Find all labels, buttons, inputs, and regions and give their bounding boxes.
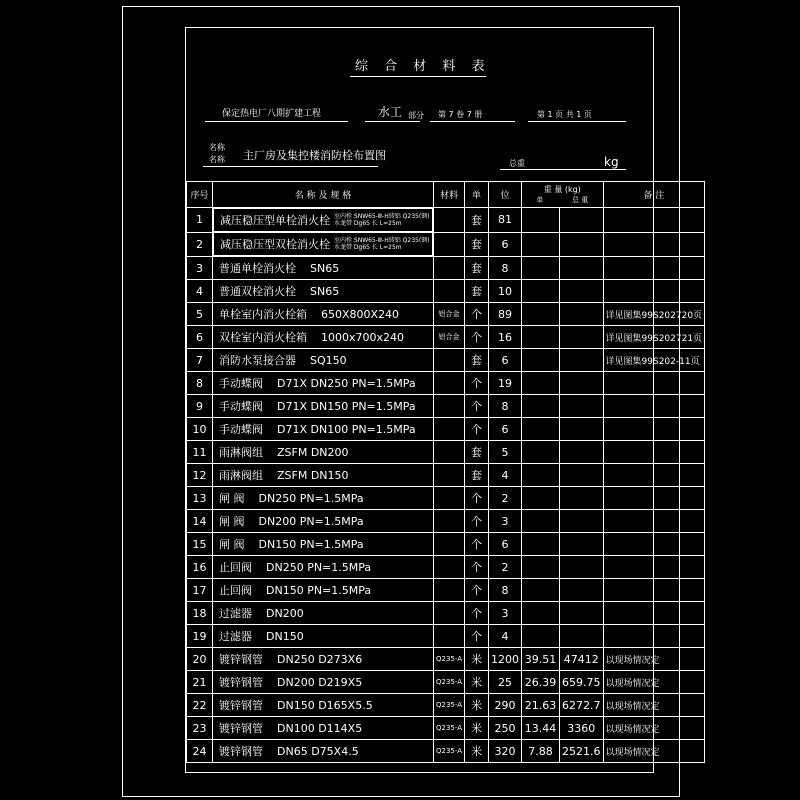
row-weight-total xyxy=(560,303,604,326)
row-weight-single xyxy=(522,303,560,326)
row-no: 20 xyxy=(187,648,213,671)
header-material: 材料 xyxy=(434,182,465,208)
row-spec-text: D71X DN250 PN=1.5MPa xyxy=(277,377,416,390)
row-weight-single xyxy=(522,602,560,625)
row-weight-single xyxy=(522,556,560,579)
row-spec xyxy=(213,418,434,441)
row-weight-total xyxy=(560,556,604,579)
row-remarks xyxy=(603,257,705,280)
row-spec xyxy=(213,717,434,740)
row-remarks: 详见图集99S202-11页 xyxy=(603,349,705,372)
row-qty: 6 xyxy=(489,232,522,257)
row-name: 镀锌钢管 xyxy=(219,676,263,689)
row-remarks xyxy=(603,625,705,648)
row-remarks: 以现场情况定 xyxy=(603,694,705,717)
row-weight-total xyxy=(560,441,604,464)
table-row xyxy=(187,602,705,625)
part-label: 部分 xyxy=(408,111,424,120)
row-weight-total: 6272.7 xyxy=(560,694,604,717)
drawing-name: 主厂房及集控楼消防栓布置图 xyxy=(243,149,386,162)
row-remarks xyxy=(603,280,705,303)
row-no: 10 xyxy=(187,418,213,441)
row-weight-total xyxy=(560,487,604,510)
row-unit: 个 xyxy=(465,303,489,326)
row-spec-text: DN150 xyxy=(266,630,304,643)
row-spec-text: DN150 PN=1.5MPa xyxy=(258,538,364,551)
row-spec-text: SN65 xyxy=(310,285,340,298)
row-material xyxy=(434,280,465,303)
row-weight-total: 2521.6 xyxy=(560,740,604,763)
row-material xyxy=(434,232,465,257)
header-remarks: 备 注 xyxy=(603,182,705,208)
table-row xyxy=(187,556,705,579)
row-unit: 米 xyxy=(465,717,489,740)
row-name: 单栓室内消火栓箱 xyxy=(219,308,307,321)
row-remarks xyxy=(603,487,705,510)
table-row xyxy=(187,671,705,694)
header-no: 序号 xyxy=(187,182,213,208)
row-remarks xyxy=(603,556,705,579)
row-remarks: 详见图集99S202721页 xyxy=(603,326,705,349)
row-spec-text: SN65 xyxy=(310,262,340,275)
row-unit: 米 xyxy=(465,648,489,671)
row-weight-total xyxy=(560,395,604,418)
row-qty: 290 xyxy=(489,694,522,717)
row-no: 9 xyxy=(187,395,213,418)
row-weight-single xyxy=(522,579,560,602)
row-material xyxy=(434,257,465,280)
row-spec-text: DN250 D273X6 xyxy=(277,653,363,666)
row-weight-single: 26.39 xyxy=(522,671,560,694)
header-row xyxy=(187,182,705,208)
row-name: 双栓室内消火栓箱 xyxy=(219,331,307,344)
table-row xyxy=(187,395,705,418)
row-weight-total xyxy=(560,625,604,648)
row-material: Q235-A xyxy=(434,671,465,694)
table-row xyxy=(187,487,705,510)
row-weight-single xyxy=(522,349,560,372)
row-spec xyxy=(213,602,434,625)
row-no: 6 xyxy=(187,326,213,349)
row-qty: 8 xyxy=(489,579,522,602)
row-qty: 25 xyxy=(489,671,522,694)
project-name: 保定热电厂八期扩建工程 xyxy=(222,109,322,119)
row-unit: 米 xyxy=(465,694,489,717)
row-spec-text: 1000x700x240 xyxy=(321,331,405,344)
row-name: 镀锌钢管 xyxy=(219,653,263,666)
row-qty: 8 xyxy=(489,395,522,418)
row-weight-single: 7.88 xyxy=(522,740,560,763)
row-unit: 个 xyxy=(465,418,489,441)
row-no: 2 xyxy=(187,232,213,257)
row-spec xyxy=(213,556,434,579)
header-unit: 单 xyxy=(465,182,489,208)
row-unit: 个 xyxy=(465,372,489,395)
row-spec xyxy=(213,671,434,694)
row-unit: 套 xyxy=(465,349,489,372)
row-name: 闸 阀 xyxy=(219,492,245,505)
row-weight-single xyxy=(522,208,560,233)
row-spec-text: SQ150 xyxy=(310,354,347,367)
row-spec-text: DN200 PN=1.5MPa xyxy=(258,515,364,528)
row-remarks xyxy=(603,232,705,257)
row-no: 24 xyxy=(187,740,213,763)
row-unit: 个 xyxy=(465,579,489,602)
row-name: 普通双栓消火栓 xyxy=(219,285,296,298)
row-material xyxy=(434,556,465,579)
row-material: 铝合金 xyxy=(434,326,465,349)
volume: 第 7 卷 7 册 xyxy=(438,110,483,119)
row-weight-single xyxy=(522,232,560,257)
row-weight-single xyxy=(522,464,560,487)
row-name: 闸 阀 xyxy=(219,538,245,551)
table-row xyxy=(187,648,705,671)
row-spec xyxy=(213,533,434,556)
row-material xyxy=(434,602,465,625)
table-row xyxy=(187,280,705,303)
title-underline xyxy=(350,76,486,77)
row-spec-text: DN250 PN=1.5MPa xyxy=(258,492,364,505)
table-row xyxy=(187,349,705,372)
row-spec-text: DN100 D114X5 xyxy=(277,722,363,735)
row-weight-total xyxy=(560,510,604,533)
row-unit: 个 xyxy=(465,395,489,418)
row-qty: 89 xyxy=(489,303,522,326)
row-spec-text: DN200 D219X5 xyxy=(277,676,363,689)
row-remarks xyxy=(603,533,705,556)
row-weight-total xyxy=(560,372,604,395)
table-row xyxy=(187,441,705,464)
row-material: Q235-A xyxy=(434,740,465,763)
row-name: 镀锌钢管 xyxy=(219,745,263,758)
row-name: 雨淋阀组 xyxy=(219,446,263,459)
row-unit: 个 xyxy=(465,602,489,625)
row-weight-total xyxy=(560,579,604,602)
row-weight-total xyxy=(560,280,604,303)
row-remarks xyxy=(603,208,705,233)
row-qty: 2 xyxy=(489,487,522,510)
row-spec xyxy=(213,487,434,510)
row-qty: 6 xyxy=(489,533,522,556)
table-row xyxy=(187,579,705,602)
header-weight xyxy=(522,182,604,208)
row-remarks xyxy=(603,510,705,533)
row-spec-text: DN150 PN=1.5MPa xyxy=(266,584,372,597)
row-spec-text: DN200 xyxy=(266,607,304,620)
row-weight-total: 659.75 xyxy=(560,671,604,694)
row-remarks xyxy=(603,464,705,487)
row-unit: 个 xyxy=(465,556,489,579)
row-no: 11 xyxy=(187,441,213,464)
row-qty: 1200 xyxy=(489,648,522,671)
row-spec xyxy=(213,326,434,349)
row-weight-total xyxy=(560,533,604,556)
row-spec-detail: 室内栓 SNW65-Ⅲ-H铸铝 Q235(钢) 水龙带 Dg65 长 L=25m xyxy=(334,237,430,251)
table-row xyxy=(187,625,705,648)
row-remarks xyxy=(603,395,705,418)
row-qty: 8 xyxy=(489,257,522,280)
row-material xyxy=(434,418,465,441)
table-row xyxy=(187,533,705,556)
row-spec xyxy=(213,349,434,372)
row-no: 18 xyxy=(187,602,213,625)
header-weight-subs xyxy=(522,195,603,205)
row-remarks xyxy=(603,602,705,625)
row-remarks xyxy=(603,441,705,464)
row-no: 15 xyxy=(187,533,213,556)
table-row xyxy=(187,464,705,487)
row-material xyxy=(434,395,465,418)
row-weight-single xyxy=(522,372,560,395)
row-remarks xyxy=(603,418,705,441)
row-weight-total xyxy=(560,418,604,441)
name-label: 名称 xyxy=(209,155,225,164)
row-name: 过滤器 xyxy=(219,607,252,620)
row-no: 7 xyxy=(187,349,213,372)
row-no: 5 xyxy=(187,303,213,326)
row-name: 普通单栓消火栓 xyxy=(219,262,296,275)
row-spec xyxy=(213,280,434,303)
row-weight-single xyxy=(522,533,560,556)
row-weight-single xyxy=(522,395,560,418)
page-count: 第 1 页 共 1 页 xyxy=(537,110,592,119)
row-name: 手动蝶阀 xyxy=(219,400,263,413)
row-weight-total xyxy=(560,602,604,625)
row-weight-single xyxy=(522,441,560,464)
table-row xyxy=(187,740,705,763)
table-row xyxy=(187,257,705,280)
row-weight-single xyxy=(522,510,560,533)
row-spec xyxy=(213,694,434,717)
header-spec: 名 称 及 规 格 xyxy=(213,182,434,208)
row-spec-text: ZSFM DN150 xyxy=(277,469,349,482)
row-qty: 3 xyxy=(489,510,522,533)
row-spec xyxy=(213,372,434,395)
row-no: 14 xyxy=(187,510,213,533)
row-no: 22 xyxy=(187,694,213,717)
row-qty: 3 xyxy=(489,602,522,625)
row-unit: 套 xyxy=(465,257,489,280)
row-weight-total xyxy=(560,349,604,372)
row-weight-single xyxy=(522,625,560,648)
row-qty: 81 xyxy=(489,208,522,233)
row-unit: 套 xyxy=(465,208,489,233)
row-spec-text: D71X DN100 PN=1.5MPa xyxy=(277,423,416,436)
row-material: Q235-A xyxy=(434,717,465,740)
row-remarks: 详见图集99S202720页 xyxy=(603,303,705,326)
row-name: 消防水泵接合器 xyxy=(219,354,296,367)
sheet-title: 综 合 材 料 表 xyxy=(355,59,491,74)
row-spec xyxy=(213,208,433,232)
volume-underline xyxy=(430,121,515,122)
row-material xyxy=(434,464,465,487)
header-qty: 位 xyxy=(489,182,522,208)
row-material: Q235-A xyxy=(434,648,465,671)
row-unit: 套 xyxy=(465,232,489,257)
row-spec xyxy=(213,510,434,533)
row-spec-text: 650X800X240 xyxy=(321,308,400,321)
row-remarks xyxy=(603,579,705,602)
row-unit: 个 xyxy=(465,533,489,556)
row-remarks xyxy=(603,372,705,395)
row-no: 19 xyxy=(187,625,213,648)
table-row xyxy=(187,418,705,441)
row-name: 减压稳压型单栓消火栓 xyxy=(220,214,330,227)
row-name: 止回阀 xyxy=(219,584,252,597)
materials-table xyxy=(186,181,705,763)
row-name: 过滤器 xyxy=(219,630,252,643)
row-remarks: 以现场情况定 xyxy=(603,648,705,671)
row-unit: 套 xyxy=(465,280,489,303)
weight-label: 总重 xyxy=(509,159,525,168)
code-label: 名称 xyxy=(209,143,225,152)
table-row xyxy=(187,372,705,395)
row-spec-text: DN250 PN=1.5MPa xyxy=(266,561,372,574)
row-material: 铝合金 xyxy=(434,303,465,326)
row-material xyxy=(434,208,465,233)
row-remarks: 以现场情况定 xyxy=(603,671,705,694)
row-weight-total xyxy=(560,257,604,280)
row-qty: 250 xyxy=(489,717,522,740)
header-weight-total: 总 重 xyxy=(571,196,589,204)
row-weight-single xyxy=(522,487,560,510)
row-material xyxy=(434,349,465,372)
row-no: 16 xyxy=(187,556,213,579)
header-weight-single: 单 xyxy=(536,196,544,204)
row-no: 3 xyxy=(187,257,213,280)
row-spec-text: D71X DN150 PN=1.5MPa xyxy=(277,400,416,413)
row-material xyxy=(434,579,465,602)
row-weight-single xyxy=(522,257,560,280)
row-qty: 5 xyxy=(489,441,522,464)
row-remarks: 以现场情况定 xyxy=(603,717,705,740)
row-spec xyxy=(213,441,434,464)
row-qty: 16 xyxy=(489,326,522,349)
row-remarks: 以现场情况定 xyxy=(603,740,705,763)
row-unit: 个 xyxy=(465,625,489,648)
row-qty: 2 xyxy=(489,556,522,579)
row-name: 手动蝶阀 xyxy=(219,377,263,390)
row-unit: 米 xyxy=(465,740,489,763)
row-no: 21 xyxy=(187,671,213,694)
row-spec-text: DN150 D165X5.5 xyxy=(277,699,373,712)
discipline-underline xyxy=(365,121,420,122)
row-unit: 个 xyxy=(465,510,489,533)
row-weight-total xyxy=(560,464,604,487)
row-qty: 6 xyxy=(489,349,522,372)
row-no: 4 xyxy=(187,280,213,303)
row-spec xyxy=(213,257,434,280)
table-row xyxy=(187,694,705,717)
row-unit: 套 xyxy=(465,464,489,487)
row-no: 17 xyxy=(187,579,213,602)
row-weight-single: 21.63 xyxy=(522,694,560,717)
row-material xyxy=(434,441,465,464)
row-material: Q235-A xyxy=(434,694,465,717)
table-row xyxy=(187,717,705,740)
drawing-name-underline xyxy=(203,166,378,167)
row-weight-total: 47412 xyxy=(560,648,604,671)
table-row xyxy=(187,208,705,233)
row-spec xyxy=(213,579,434,602)
row-name: 闸 阀 xyxy=(219,515,245,528)
row-material xyxy=(434,510,465,533)
row-unit: 套 xyxy=(465,441,489,464)
row-weight-single xyxy=(522,326,560,349)
row-qty: 19 xyxy=(489,372,522,395)
project-underline xyxy=(205,121,348,122)
row-name: 镀锌钢管 xyxy=(219,722,263,735)
row-spec xyxy=(213,464,434,487)
row-qty: 6 xyxy=(489,418,522,441)
row-spec xyxy=(213,303,434,326)
row-material xyxy=(434,372,465,395)
header-weight-title: 重 量 (kg) xyxy=(543,185,581,194)
row-weight-single xyxy=(522,280,560,303)
weight-unit: kg xyxy=(604,155,619,169)
row-material xyxy=(434,533,465,556)
table-row xyxy=(187,232,705,257)
row-qty: 320 xyxy=(489,740,522,763)
row-weight-total xyxy=(560,232,604,257)
row-no: 8 xyxy=(187,372,213,395)
row-no: 23 xyxy=(187,717,213,740)
row-weight-single: 39.51 xyxy=(522,648,560,671)
row-name: 止回阀 xyxy=(219,561,252,574)
table-row xyxy=(187,510,705,533)
row-spec-detail: 室内栓 SNW65-Ⅲ-H铸铝 Q235(钢) 水龙带 Dg65 长 L=25m xyxy=(334,213,430,227)
row-qty: 4 xyxy=(489,625,522,648)
row-unit: 个 xyxy=(465,487,489,510)
row-name: 减压稳压型双栓消火栓 xyxy=(220,238,330,251)
row-unit: 个 xyxy=(465,326,489,349)
row-material xyxy=(434,625,465,648)
row-weight-total: 3360 xyxy=(560,717,604,740)
row-spec xyxy=(213,625,434,648)
row-no: 13 xyxy=(187,487,213,510)
table-row xyxy=(187,326,705,349)
row-weight-total xyxy=(560,326,604,349)
page-underline xyxy=(528,121,626,122)
table-row xyxy=(187,303,705,326)
row-no: 12 xyxy=(187,464,213,487)
row-material xyxy=(434,487,465,510)
row-name: 雨淋阀组 xyxy=(219,469,263,482)
row-weight-total xyxy=(560,208,604,233)
discipline: 水工 xyxy=(378,105,403,119)
row-weight-single: 13.44 xyxy=(522,717,560,740)
row-no: 1 xyxy=(187,208,213,233)
row-spec-text: DN65 D75X4.5 xyxy=(277,745,359,758)
row-qty: 10 xyxy=(489,280,522,303)
row-name: 镀锌钢管 xyxy=(219,699,263,712)
weight-underline xyxy=(500,169,626,170)
row-spec xyxy=(213,648,434,671)
row-unit: 米 xyxy=(465,671,489,694)
row-weight-single xyxy=(522,418,560,441)
row-qty: 4 xyxy=(489,464,522,487)
row-spec xyxy=(213,232,433,256)
row-name: 手动蝶阀 xyxy=(219,423,263,436)
row-spec xyxy=(213,395,434,418)
row-spec-text: ZSFM DN200 xyxy=(277,446,349,459)
row-spec xyxy=(213,740,434,763)
